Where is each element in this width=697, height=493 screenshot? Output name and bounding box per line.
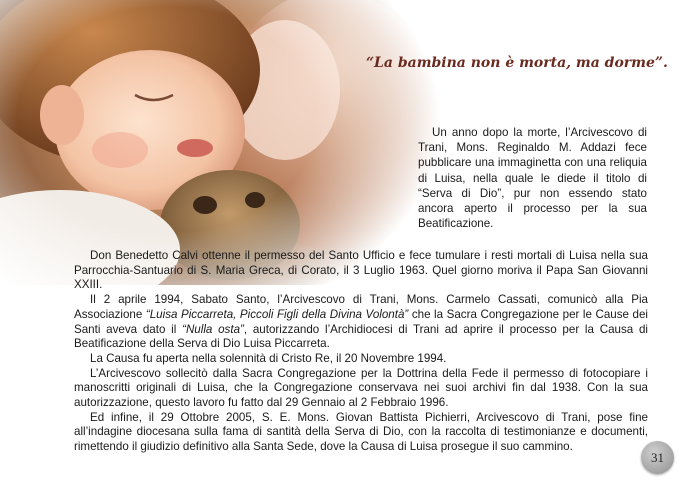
body-text <box>74 249 648 455</box>
nulla-osta: “Nulla osta” <box>182 322 244 336</box>
association-name: “Luisa Piccarreta, Piccoli Figli della Divina Volontà” <box>145 307 409 321</box>
quote-heading: “La bambina non è morta, ma dorme”. <box>366 55 668 71</box>
paragraph-2-text-a: Il 2 aprile 1994, Sabato Santo, l’Arcivescovo di Trani, Mons. Carmelo Cassati, comunicò alla Pia Associazione <box>74 293 648 321</box>
sleeping-child-photo <box>0 0 440 285</box>
paragraph-3: La Causa fu aperta nella solennità di Cristo Re, il 20 Novembre 1994. <box>90 351 447 365</box>
paragraph-4: L’Arcivescovo sollecitò dalla Sacra Congregazione per la Dottrina della Fede il permesso di fotocopiare i manoscritti originali di Luisa, che la Congregazione conservava nei suoi archivi fin dal 1938. Con la sua autorizzazione, questo lavoro fu fatto dal 29 Gennaio al 2 Febbraio 1996. <box>74 366 648 410</box>
paragraph-2-text-e: , autorizzando l’Archidiocesi di Trani ad aprire il processo per la Causa di Beatificazione della Serva di Dio Luisa Piccarreta. <box>74 322 648 351</box>
paragraph-2 <box>74 293 648 352</box>
intro-paragraph: Un anno dopo la morte, l’Arcivescovo di Trani, Mons. Reginaldo M. Addazi fece pubblicare una immaginetta con una reliquia di Luisa, nella quale le diede il titolo di “Serva di Dio”, pur non essendo stato ancora aperto il processo per la sua Beatificazione. <box>418 126 647 231</box>
paragraph-1: Don Benedetto Calvi ottenne il permesso del Santo Ufficio e fece tumulare i resti mortali di Luisa nella sua Parrocchia-Santuario di S. Maria Greca, di Corato, il 3 Luglio 1963. Quel giorno moriva il Papa San Giovanni XXIII. <box>74 249 648 292</box>
paragraph-2-text-c: che la Sacra Congregazione per le Cause dei Santi aveva dato il <box>74 307 648 336</box>
page-number-badge: 31 <box>641 441 674 474</box>
paragraph-5: Ed infine, il 29 Ottobre 2005, S. E. Mons. Giovan Battista Pichierri, Arcivescovo di Trani, pose fine all’indagine diocesana sulla fama di santità della Serva di Dio, con la raccolta di testimonianze e documenti, rimettendo il giudizio definitivo alla Santa Sede, dove la Causa di Luisa prosegue il suo cammino. <box>74 410 648 454</box>
